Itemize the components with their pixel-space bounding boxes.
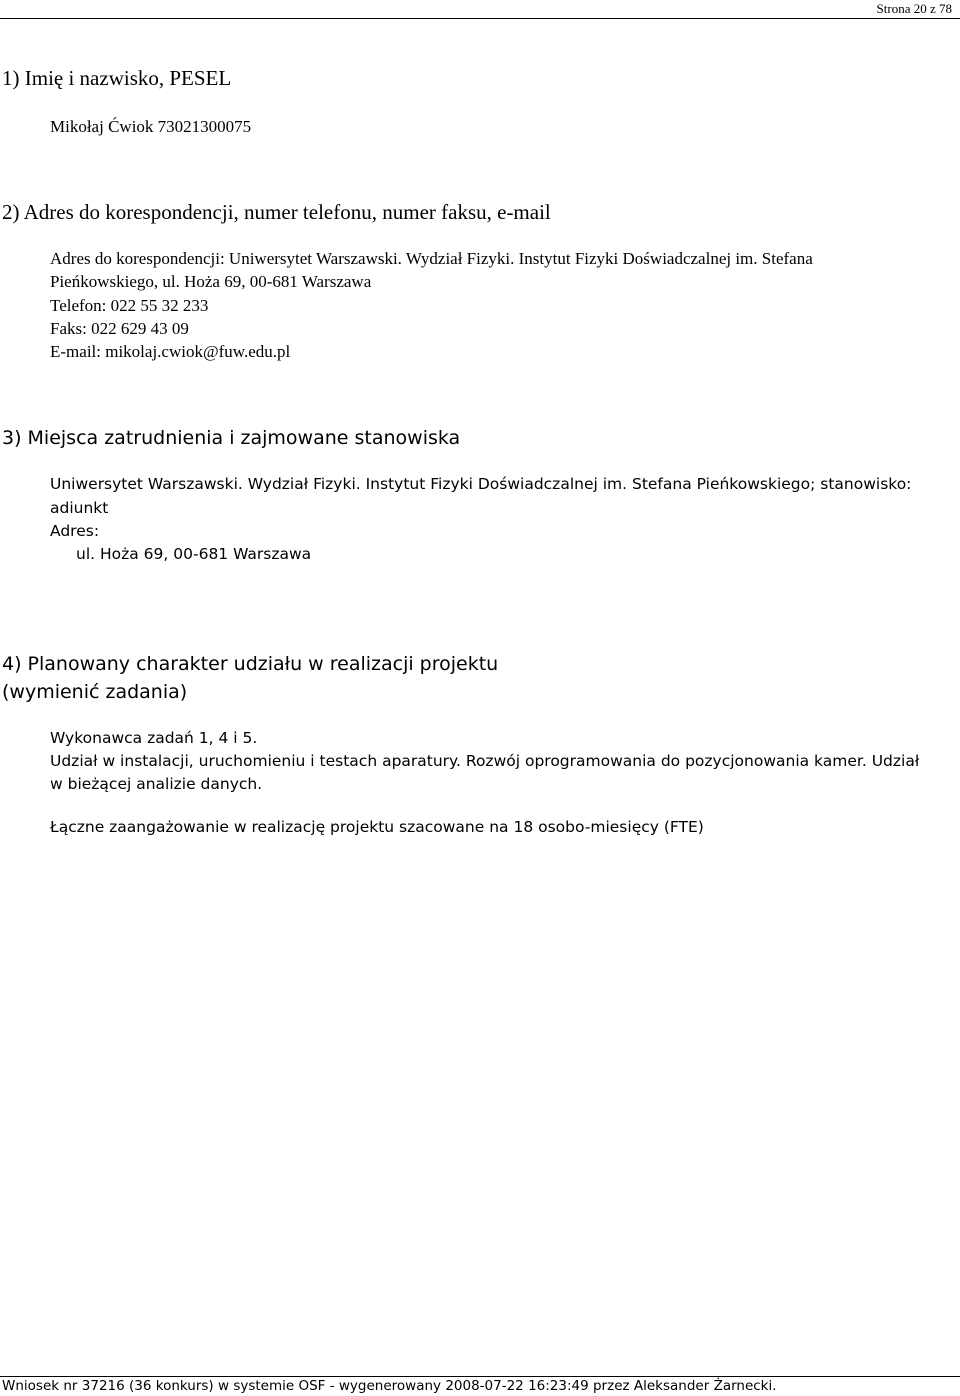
section-1-heading: 1) Imię i nazwisko, PESEL (2, 66, 232, 90)
name-pesel-value: Mikołaj Ćwiok 73021300075 (50, 117, 252, 136)
tasks-line-3: w bieżącej analizie danych. (50, 775, 263, 793)
section-4-heading-line-1: 4) Planowany charakter udziału w realizacji projektu (2, 653, 499, 675)
engagement-summary: Łączne zaangażowanie w realizację projektu szacowane na 18 osobo-miesięcy (FTE) (50, 818, 704, 836)
section-3-heading: 3) Miejsca zatrudnienia i zajmowane stanowiska (2, 427, 461, 449)
email-line: E-mail: mikolaj.cwiok@fuw.edu.pl (50, 342, 291, 361)
employment-line-1: Uniwersytet Warszawski. Wydział Fizyki. Instytut Fizyki Doświadczalnej im. Stefana Pieńkowskiego; stanowisko: (50, 475, 912, 493)
address-line-1: Adres do korespondencji: Uniwersytet Warszawski. Wydział Fizyki. Instytut Fizyki Doświadczalnej im. Stefana (50, 249, 813, 268)
section-4-heading-line-2: (wymienić zadania) (2, 681, 188, 703)
footer-text: Wniosek nr 37216 (36 konkurs) w systemie OSF - wygenerowany 2008-07-22 16:23:49 przez Aleksander Żarnecki. (2, 1378, 777, 1394)
employment-line-2: adiunkt (50, 499, 109, 517)
page-counter: Strona 20 z 78 (876, 1, 952, 16)
tasks-line-2: Udział w instalacji, uruchomieniu i testach aparatury. Rozwój oprogramowania do pozycjonowania kamer. Udział (50, 752, 920, 770)
section-2-heading: 2) Adres do korespondencji, numer telefonu, numer faksu, e-mail (2, 200, 551, 224)
fax-line: Faks: 022 629 43 09 (50, 319, 189, 338)
employment-address-value: ul. Hoża 69, 00-681 Warszawa (76, 545, 312, 563)
header-divider (0, 18, 960, 19)
address-line-2: Pieńkowskiego, ul. Hoża 69, 00-681 Warszawa (50, 272, 372, 291)
tasks-line-1: Wykonawca zadań 1, 4 i 5. (50, 729, 258, 747)
phone-line: Telefon: 022 55 32 233 (50, 296, 209, 315)
employment-address-label: Adres: (50, 522, 100, 540)
footer-divider (0, 1376, 960, 1377)
